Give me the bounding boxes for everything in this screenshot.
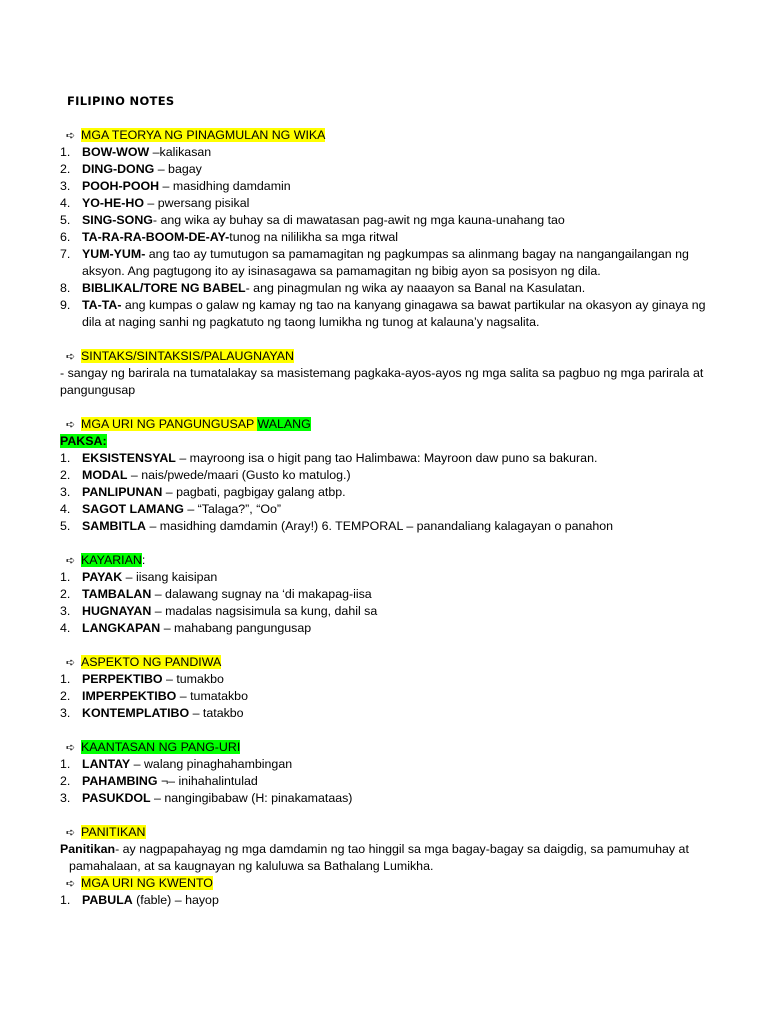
section-heading-continued [60, 433, 720, 450]
list-item: 2. PAHAMBING ¬– inihahalintulad [60, 774, 258, 788]
item-desc: – tatakbo [189, 706, 244, 720]
list-item: 4. YO-HE-HO – pwersang pisikal [60, 196, 250, 210]
item-desc: – nangingibabaw (H: pinakamataas) [150, 791, 353, 805]
section-teorya [60, 127, 720, 331]
kayarian-list [60, 569, 720, 637]
section-kayarian [60, 552, 720, 637]
item-desc: ang kumpas o galaw ng kamay ng tao na kanyang ginagawa sa bawat partikular na okasyon ay ginaya ng dila at naging sanhi ng pagkatuto ng taong lumikha ng tunog at kalauna’y nagsalita. [82, 298, 706, 329]
heading-text: ASPEKTO NG PANDIWA [81, 655, 222, 669]
item-term: BIBLIKAL/TORE NG BABEL [82, 281, 246, 295]
paragraph-desc: - ay nagpapahayag ng mga damdamin ng tao hinggil sa mga bagay-bagay sa daigdig, sa pamumuhay at pamahalaan, at sa kaugnayan ng kaluluwa sa Bathalang Lumikha. [69, 842, 689, 873]
document-content [60, 127, 720, 926]
list-item: 1. PAYAK – iisang kaisipan [60, 570, 218, 584]
item-note: (fable) [132, 893, 172, 907]
list-item: 2. DING-DONG – bagay [60, 162, 202, 176]
heading-text-green: KAANTASAN NG PANG-URI [81, 740, 241, 754]
item-term: LANGKAPAN [82, 621, 161, 635]
item-term: POOH-POOH [82, 179, 160, 193]
heading-text-green: KAYARIAN [81, 553, 142, 567]
item-term: PAYAK [82, 570, 123, 584]
item-desc: – bagay [154, 162, 202, 176]
item-term: PABULA [82, 893, 133, 907]
item-term: YO-HE-HO [82, 196, 144, 210]
list-item: 2. MODAL – nais/pwede/maari (Gusto ko matulog.) [60, 468, 351, 482]
item-term: SING-SONG [82, 213, 153, 227]
item-desc: – mayroong isa o higit pang tao Halimbawa: Mayroon daw puno sa bakuran. [175, 451, 598, 465]
section-heading [60, 875, 720, 892]
item-term: PASUKDOL [82, 791, 151, 805]
arrow-icon: ➪ [66, 554, 76, 567]
heading-suffix: : [141, 553, 146, 567]
list-item: 3. POOH-POOH – masidhing damdamin [60, 179, 291, 193]
heading-text-green: PAKSA: [60, 434, 107, 448]
list-item: 3. KONTEMPLATIBO – tatakbo [60, 706, 244, 720]
item-term: EKSISTENSYAL [82, 451, 176, 465]
section-paragraph [60, 841, 720, 875]
item-term: LANTAY [82, 757, 131, 771]
list-item: 8. BIBLIKAL/TORE NG BABEL- ang pinagmulan ng wika ay naaayon sa Banal na Kasulatan. [60, 281, 586, 295]
item-desc: – mahabang pangungusap [160, 621, 312, 635]
list-item: 1. PERPEKTIBO – tumakbo [60, 672, 224, 686]
item-desc: – tumakbo [162, 672, 224, 686]
item-term: IMPERPEKTIBO [82, 689, 177, 703]
arrow-icon: ➪ [66, 656, 76, 669]
item-desc: – dalawang sugnay na ‘di makapag-iisa [151, 587, 372, 601]
item-term: PERPEKTIBO [82, 672, 163, 686]
item-term: DING-DONG [82, 162, 155, 176]
item-desc: – madalas nagsisimula sa kung, dahil sa [151, 604, 378, 618]
item-term: TA-RA-RA-BOOM-DE-AY- [82, 230, 230, 244]
list-item: 1. EKSISTENSYAL – mayroong isa o higit pang tao Halimbawa: Mayroon daw puno sa bakuran. [60, 451, 598, 465]
item-term: PAHAMBING [82, 774, 158, 788]
list-item: 4. LANGKAPAN – mahabang pangungusap [60, 621, 312, 635]
item-desc: - ang wika ay buhay sa di mawatasan pag-awit ng mga kauna-unahang tao [152, 213, 565, 227]
section-heading [60, 654, 720, 671]
section-heading [60, 739, 720, 756]
paragraph-term: Panitikan [60, 842, 116, 856]
item-desc: – tumatakbo [176, 689, 248, 703]
arrow-icon: ➪ [66, 129, 76, 142]
section-heading [60, 416, 720, 433]
item-term: SAGOT LAMANG [82, 502, 184, 516]
list-item: 4. SAGOT LAMANG – “Talaga?”, “Oo” [60, 502, 281, 516]
item-desc: – walang pinaghahambingan [130, 757, 293, 771]
section-panitikan [60, 824, 720, 909]
list-item: 3. HUGNAYAN – madalas nagsisimula sa kung, dahil sa [60, 604, 378, 618]
item-desc: ¬– inihahalintulad [157, 774, 258, 788]
item-desc: – pwersang pisikal [143, 196, 250, 210]
item-term: BOW-WOW [82, 145, 150, 159]
section-aspekto [60, 654, 720, 722]
item-desc: – hayop [171, 893, 219, 907]
section-heading [60, 824, 720, 841]
list-item: 1. LANTAY – walang pinaghahambingan [60, 757, 293, 771]
item-desc: – masidhing damdamin (Aray!) 6. TEMPORAL – panandaliang kalagayan o panahon [146, 519, 614, 533]
list-item: 9. TA-TA- ang kumpas o galaw ng kamay ng tao na kanyang ginagawa sa bawat partikular na okasyon ay ginaya ng dila at naging sanhi ng pagkatuto ng taong lumikha ng tunog at kalauna’y nagsalita. [60, 298, 706, 329]
heading-text: SINTAKS/SINTAKSIS/PALAUGNAYAN [81, 349, 294, 363]
item-term: PANLIPUNAN [82, 485, 163, 499]
section-paragraph: - sangay ng barirala na tumatalakay sa masistemang pagkaka-ayos-ayos ng mga salita sa pagbuo ng mga parirala at pangungusap [60, 366, 704, 397]
item-term: TA-TA- [82, 298, 122, 312]
section-sintaks [60, 348, 720, 399]
section-heading [60, 127, 720, 144]
item-term: TAMBALAN [82, 587, 152, 601]
arrow-icon: ➪ [66, 826, 76, 839]
item-term: YUM-YUM- [82, 247, 146, 261]
item-desc: – iisang kaisipan [122, 570, 218, 584]
uri-pangungusap-list [60, 450, 720, 535]
item-term: KONTEMPLATIBO [82, 706, 190, 720]
list-item: 1. BOW-WOW –kalikasan [60, 145, 212, 159]
list-item: 3. PASUKDOL – nangingibabaw (H: pinakamataas) [60, 791, 353, 805]
document-title: FILIPINO NOTES [67, 94, 175, 108]
aspekto-list [60, 671, 720, 722]
section-heading [60, 348, 720, 365]
item-desc: –kalikasan [149, 145, 212, 159]
arrow-icon: ➪ [66, 350, 76, 363]
item-desc: – “Talaga?”, “Oo” [183, 502, 281, 516]
section-kaantasan [60, 739, 720, 807]
item-desc: – nais/pwede/maari (Gusto ko matulog.) [127, 468, 351, 482]
list-item: 3. PANLIPUNAN – pagbati, pagbigay galang atbp. [60, 485, 346, 499]
item-desc: ang tao ay tumutugon sa pamamagitan ng pagkumpas sa alinmang bagay na nangangailangan ng aksyon. Ang pagtugong ito ay isinasagawa sa pamamagitan ng bibig ayon sa posisyon ng dila. [82, 247, 689, 278]
item-desc: – pagbati, pagbigay galang atbp. [162, 485, 346, 499]
list-item: 1. PABULA (fable) – hayop [60, 893, 219, 907]
item-desc: tunog na nililikha sa mga ritwal [229, 230, 399, 244]
list-item: 7. YUM-YUM- ang tao ay tumutugon sa pamamagitan ng pagkumpas sa alinmang bagay na nangangailangan ng aksyon. Ang pagtugong ito ay isinasagawa sa pamamagitan ng bibig ayon sa posisyon ng dila. [60, 247, 689, 278]
heading-text: MGA URI NG KWENTO [81, 876, 213, 890]
list-item: 5. SING-SONG- ang wika ay buhay sa di mawatasan pag-awit ng mga kauna-unahang tao [60, 213, 565, 227]
list-item: 2. TAMBALAN – dalawang sugnay na ‘di makapag-iisa [60, 587, 372, 601]
item-term: MODAL [82, 468, 128, 482]
heading-text: MGA TEORYA NG PINAGMULAN NG WIKA [81, 128, 326, 142]
item-term: SAMBITLA [82, 519, 147, 533]
teorya-list [60, 144, 720, 331]
item-term: HUGNAYAN [82, 604, 152, 618]
uri-kwento-list [60, 892, 720, 909]
arrow-icon: ➪ [66, 877, 76, 890]
heading-text: PANITIKAN [81, 825, 146, 839]
list-item: 2. IMPERPEKTIBO – tumatakbo [60, 689, 248, 703]
list-item: 6. TA-RA-RA-BOOM-DE-AY-tunog na nililikha sa mga ritwal [60, 230, 399, 244]
item-desc: – masidhing damdamin [159, 179, 291, 193]
item-desc: - ang pinagmulan ng wika ay naaayon sa Banal na Kasulatan. [245, 281, 586, 295]
arrow-icon: ➪ [66, 741, 76, 754]
kaantasan-list [60, 756, 720, 807]
section-heading [60, 552, 720, 569]
arrow-icon: ➪ [66, 418, 76, 431]
list-item: 5. SAMBITLA – masidhing damdamin (Aray!) 6. TEMPORAL – panandaliang kalagayan o panahon [60, 519, 614, 533]
heading-text-green: WALANG [257, 417, 311, 431]
section-uri-pangungusap [60, 416, 720, 535]
heading-text: MGA URI NG PANGUNGUSAP [81, 417, 258, 431]
